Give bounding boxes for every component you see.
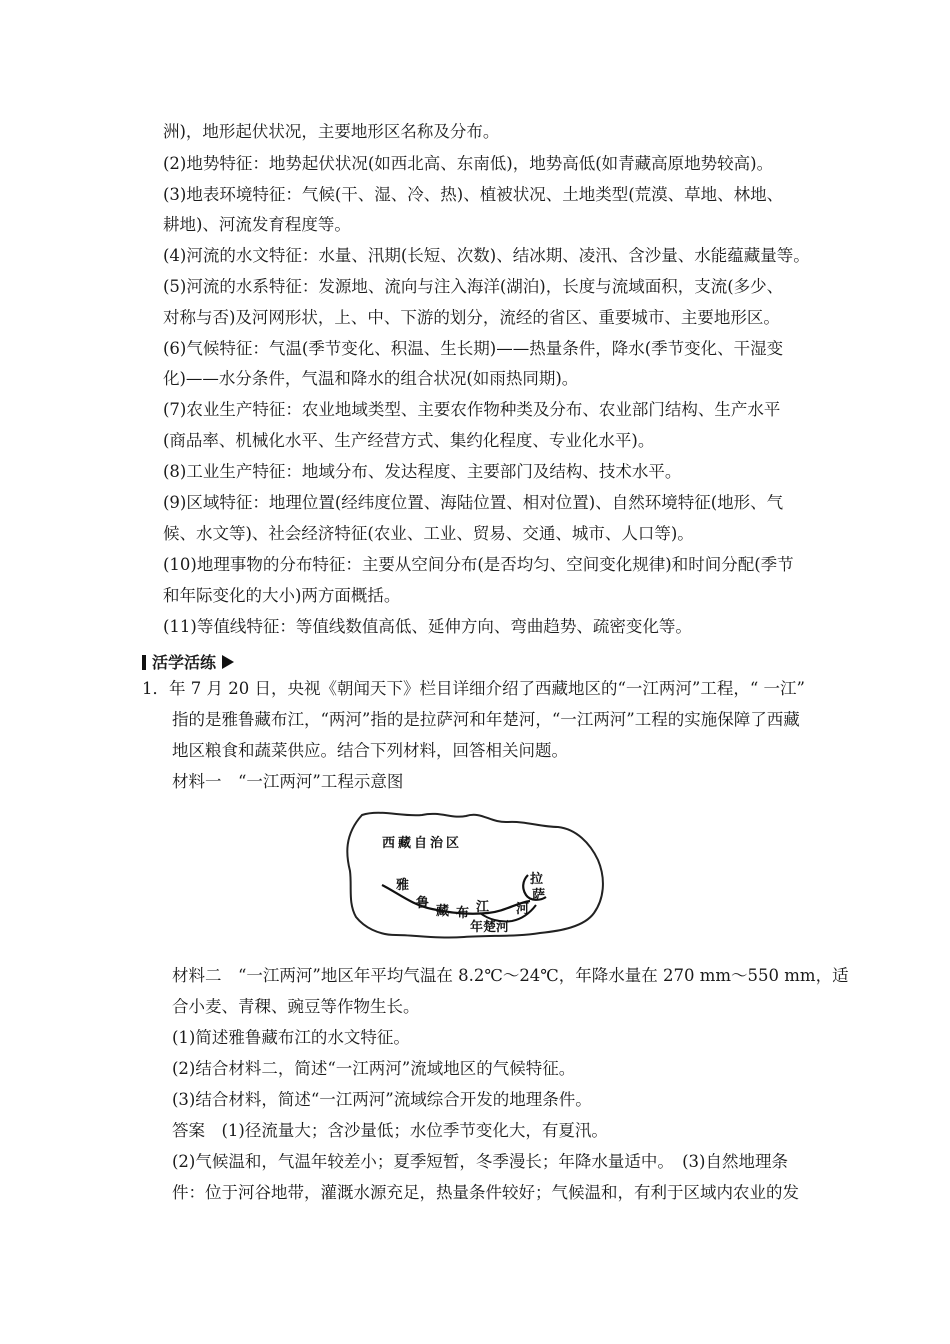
- question-line: 1．年 7 月 20 日，央视《朝闻天下》栏目详细介绍了西藏地区的“一江两河”工程，“ 一江”: [142, 679, 805, 698]
- play-triangle-icon: [222, 655, 234, 669]
- heading-bar-icon: [142, 655, 146, 670]
- paragraph-line: (商品率、机械化水平、生产经营方式、集约化程度、专业化水平)。: [163, 431, 655, 450]
- question-line: (3)结合材料，简述“一江两河”流域综合开发的地理条件。: [172, 1090, 592, 1109]
- map-label-river-main: 江: [476, 900, 490, 915]
- tibet-outline: [347, 813, 603, 938]
- section-heading: [142, 650, 234, 673]
- map-label-river-main: 鲁: [416, 896, 430, 911]
- paragraph-line: 化)——水分条件，气温和降水的组合状况(如雨热同期)。: [163, 369, 579, 388]
- paragraph-line: (11)等值线特征：等值线数值高低、延伸方向、弯曲趋势、疏密变化等。: [163, 617, 692, 636]
- paragraph-line: (10)地理事物的分布特征：主要从空间分布(是否均匀、空间变化规律)和时间分配(季节: [163, 555, 794, 574]
- map-label-region: 西藏自治区: [382, 836, 463, 851]
- map-label-river-main: 雅: [396, 878, 410, 893]
- answer-line: (2)气候温和，气温年较差小；夏季短暂，冬季漫长；年降水量适中。 (3)自然地理条: [172, 1152, 788, 1171]
- question-line: (2)结合材料二，简述“一江两河”流域地区的气候特征。: [172, 1059, 576, 1078]
- paragraph-line: (5)河流的水系特征：发源地、流向与注入海洋(湖泊)，长度与流域面积，支流(多少、: [163, 277, 784, 296]
- answer-line: 答案 (1)径流量大；含沙量低；水位季节变化大，有夏汛。: [172, 1121, 608, 1140]
- map-label-lhasa: 萨: [532, 888, 546, 903]
- paragraph-line: (2)地势特征：地势起伏状况(如西北高、东南低)，地势高低(如青藏高原地势较高)。: [163, 154, 774, 173]
- paragraph-line: (8)工业生产特征：地域分布、发达程度、主要部门及结构、技术水平。: [163, 462, 682, 481]
- map-label-nianchu: 年楚河: [470, 920, 510, 935]
- paragraph-line: (4)河流的水文特征：水量、汛期(长短、次数)、结冰期、凌汛、含沙量、水能蕴藏量等。: [163, 246, 810, 265]
- question-line: 地区粮食和蔬菜供应。结合下列材料，回答相关问题。: [172, 741, 568, 760]
- paragraph-line: 对称与否)及河网形状，上、中、下游的划分，流经的省区、重要城市、主要地形区。: [163, 308, 780, 327]
- section-title: 活学活练: [152, 653, 217, 672]
- question-line: 合小麦、青稞、豌豆等作物生长。: [172, 997, 420, 1016]
- paragraph-line: (3)地表环境特征：气候(干、湿、冷、热)、植被状况、土地类型(荒漠、草地、林地、: [163, 185, 784, 204]
- yijiang-lianghe-map: [340, 805, 610, 945]
- question-line: (1)简述雅鲁藏布江的水文特征。: [172, 1028, 410, 1047]
- question-line: 指的是雅鲁藏布江，“两河”指的是拉萨河和年楚河，“一江两河”工程的实施保障了西藏: [172, 710, 800, 729]
- map-label-lhasa: 河: [516, 902, 530, 917]
- paragraph-line: (6)气候特征：气温(季节变化、积温、生长期)——热量条件，降水(季节变化、干湿变: [163, 339, 784, 358]
- map-label-river-main: 布: [456, 906, 470, 921]
- paragraph-line: 洲)，地形起伏状况，主要地形区名称及分布。: [163, 122, 500, 141]
- map-label-river-main: 藏: [436, 904, 450, 919]
- paragraph-line: 候、水文等)、社会经济特征(农业、工业、贸易、交通、城市、人口等)。: [163, 524, 694, 543]
- answer-line: 件：位于河谷地带，灌溉水源充足，热量条件较好；气候温和，有利于区域内农业的发: [172, 1183, 799, 1202]
- material-one-caption: 材料一 “一江两河”工程示意图: [172, 772, 404, 791]
- paragraph-line: 耕地)、河流发育程度等。: [163, 215, 351, 234]
- paragraph-line: (7)农业生产特征：农业地域类型、主要农作物种类及分布、农业部门结构、生产水平: [163, 400, 781, 419]
- paragraph-line: (9)区域特征：地理位置(经纬度位置、海陆位置、相对位置)、自然环境特征(地形、气: [163, 493, 784, 512]
- paragraph-line: 和年际变化的大小)两方面概括。: [163, 586, 401, 605]
- question-line: 材料二 “一江两河”地区年平均气温在 8.2℃～24℃，年降水量在 270 mm～550 mm，适: [172, 966, 849, 985]
- map-label-lhasa: 拉: [530, 872, 544, 887]
